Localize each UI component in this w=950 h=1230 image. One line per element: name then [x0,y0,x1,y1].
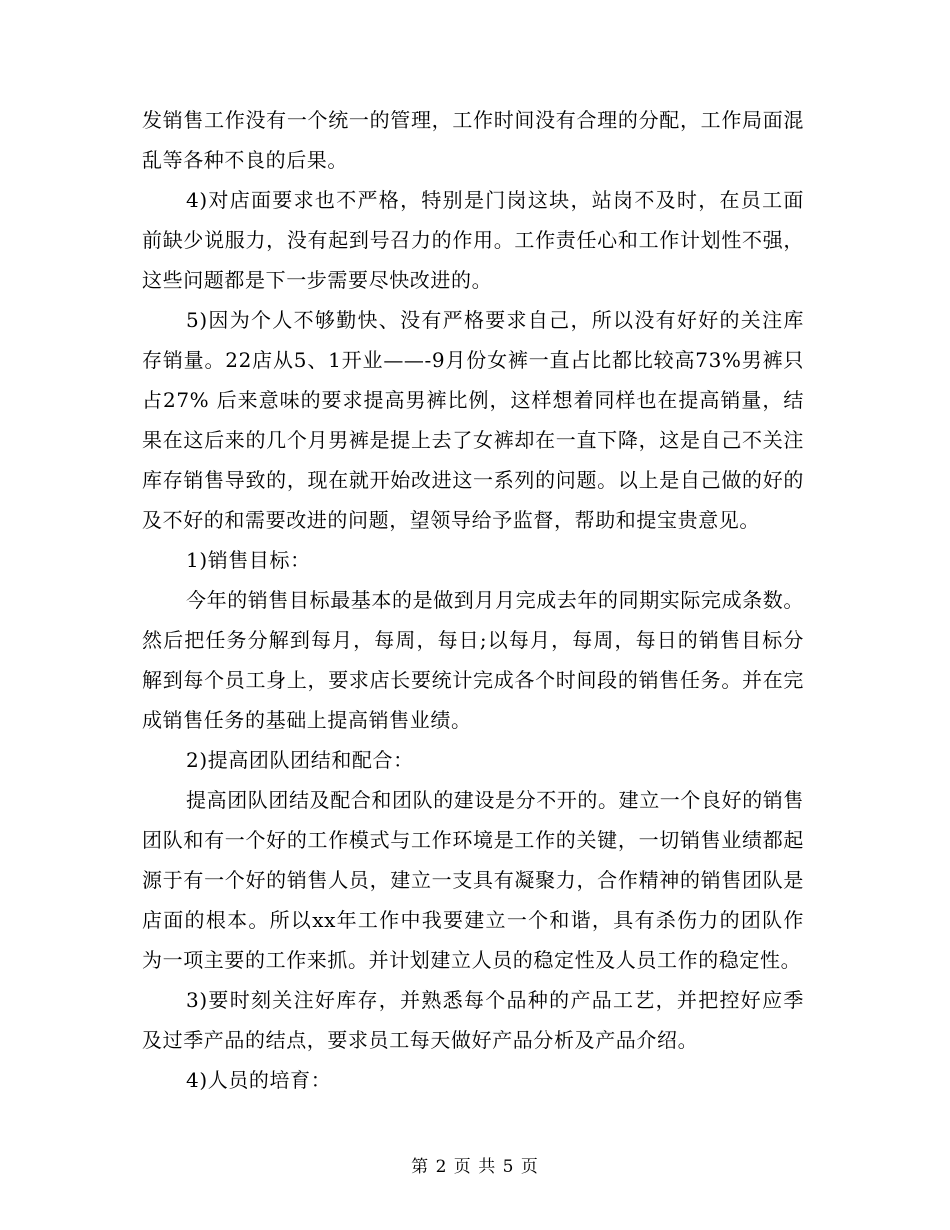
document-body [142,100,804,1100]
paragraph: 5)因为个人不够勤快、没有严格要求自己，所以没有好好的关注库存销量。22店从5、1开业——-9月份女裤一直占比都比较高73%男裤只占27% 后来意味的要求提高男裤比例，这样想着同样也在提高销量，结果在这后来的几个月男裤是提上去了女裤却在一直下降，这是自己不关注库存销售导致的，现在就开始改进这一系列的问题。以上是自己做的好的及不好的和需要改进的问题，望领导给予监督，帮助和提宝贵意见。 [142,308,804,532]
paragraph: 1)销售目标： [186,548,311,572]
page-number-footer: 第 2 页 共 5 页 [411,1157,539,1177]
paragraph: 3)要时刻关注好库存，并熟悉每个品种的产品工艺，并把控好应季及过季产品的结点，要求员工每天做好产品分析及产品介绍。 [142,988,804,1052]
paragraph: 4)人员的培育： [186,1068,332,1092]
paragraph: 发销售工作没有一个统一的管理，工作时间没有合理的分配，工作局面混乱等各种不良的后果。 [142,108,804,172]
paragraph: 今年的销售目标最基本的是做到月月完成去年的同期实际完成条数。然后把任务分解到每月，每周，每日;以每月，每周，每日的销售目标分解到每个员工身上，要求店长要统计完成各个时间段的销售任务。并在完成销售任务的基础上提高销售业绩。 [142,588,804,732]
paragraph: 2)提高团队团结和配合： [186,748,414,772]
paragraph: 提高团队团结及配合和团队的建设是分不开的。建立一个良好的销售团队和有一个好的工作模式与工作环境是工作的关键，一切销售业绩都起源于有一个好的销售人员，建立一支具有凝聚力，合作精神的销售团队是店面的根本。所以xx年工作中我要建立一个和谐，具有杀伤力的团队作为一项主要的工作来抓。并计划建立人员的稳定性及人员工作的稳定性。 [142,788,804,972]
paragraph: 4)对店面要求也不严格，特别是门岗这块，站岗不及时，在员工面前缺少说服力，没有起到号召力的作用。工作责任心和工作计划性不强，这些问题都是下一步需要尽快改进的。 [142,188,804,292]
